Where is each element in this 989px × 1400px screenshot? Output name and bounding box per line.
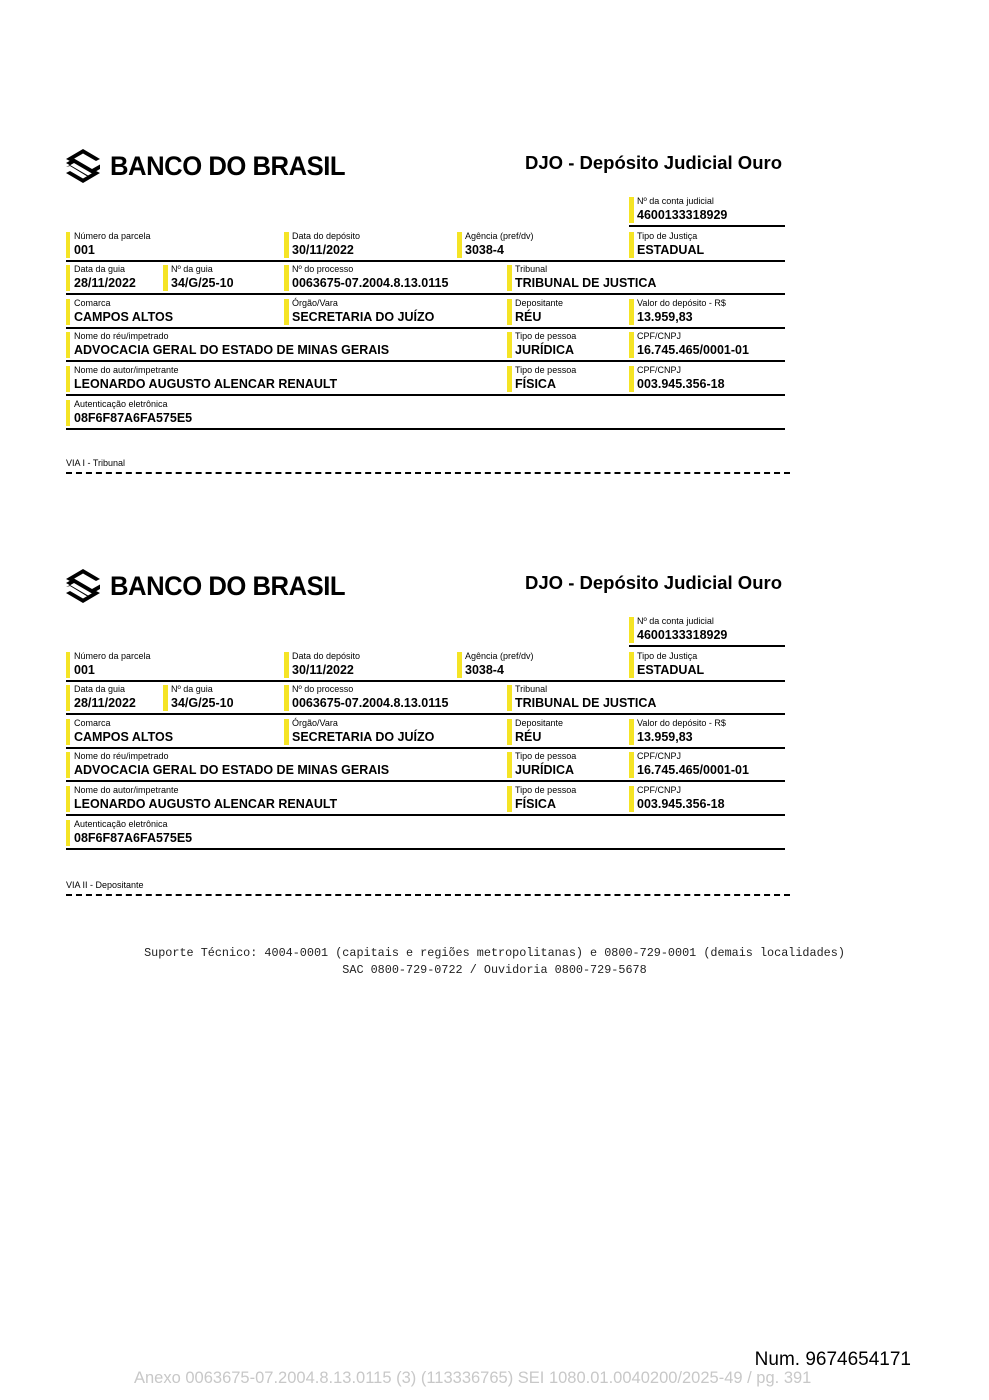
- field-data-guia: [66, 264, 163, 295]
- tribunal-value: TRIBUNAL DE JUSTICA: [515, 696, 657, 710]
- yellow-marker: [629, 197, 634, 223]
- numero-processo-value: 0063675-07.2004.8.13.0115: [292, 696, 449, 710]
- data-guia-label: Data da guia: [74, 684, 126, 694]
- cut-line: [66, 892, 790, 898]
- tipo-pessoa-autor-label: Tipo de pessoa: [515, 365, 577, 375]
- depositante-label: Depositante: [515, 718, 564, 728]
- yellow-marker: [66, 820, 70, 846]
- conta-judicial-label: Nº da conta judicial: [637, 196, 714, 206]
- field-depositante: [507, 718, 629, 749]
- tipo-pessoa-reu-label: Tipo de pessoa: [515, 331, 577, 341]
- tipo-justica-label: Tipo de Justiça: [637, 231, 698, 241]
- numero-parcela-value: 001: [74, 243, 95, 257]
- numero-guia-value: 34/G/25-10: [171, 276, 234, 290]
- nome-reu-value: ADVOCACIA GERAL DO ESTADO DE MINAS GERAIS: [74, 343, 390, 357]
- yellow-marker: [163, 685, 168, 711]
- yellow-marker: [507, 299, 512, 325]
- yellow-marker: [284, 232, 289, 258]
- autenticacao-label: Autenticação eletrônica: [74, 399, 168, 409]
- field-agencia: [457, 231, 629, 262]
- cpf-cnpj-reu-value: 16.745.465/0001-01: [637, 343, 749, 357]
- yellow-marker: [507, 719, 512, 745]
- yellow-marker: [629, 752, 634, 778]
- data-guia-value: 28/11/2022: [74, 276, 136, 290]
- yellow-marker: [507, 265, 512, 291]
- field-data-deposito: [284, 651, 457, 682]
- numero-processo-label: Nº do processo: [292, 264, 354, 274]
- field-orgao-vara: [284, 298, 507, 329]
- yellow-marker: [629, 366, 634, 392]
- nome-reu-value: ADVOCACIA GERAL DO ESTADO DE MINAS GERAIS: [74, 763, 390, 777]
- bank-logo: [66, 568, 358, 604]
- yellow-marker: [66, 685, 70, 711]
- autenticacao-value: 08F6F87A6FA575E5: [74, 831, 193, 845]
- document-title: DJO - Depósito Judicial Ouro: [525, 152, 782, 173]
- nome-autor-label: Nome do autor/impetrante: [74, 365, 179, 375]
- bank-name: BANCO DO BRASIL: [110, 571, 346, 601]
- field-comarca: [66, 298, 284, 329]
- field-tipo-pessoa-autor: [507, 365, 629, 396]
- yellow-marker: [457, 652, 462, 678]
- cpf-cnpj-autor-value: 003.945.356-18: [637, 377, 725, 391]
- numero-guia-value: 34/G/25-10: [171, 696, 234, 710]
- yellow-marker: [629, 232, 634, 258]
- field-tipo-justica: [629, 651, 785, 682]
- numero-parcela-value: 001: [74, 663, 95, 677]
- yellow-marker: [284, 685, 289, 711]
- yellow-marker: [284, 299, 289, 325]
- yellow-marker: [507, 752, 512, 778]
- nome-autor-label: Nome do autor/impetrante: [74, 785, 179, 795]
- field-nome-autor: [66, 785, 507, 816]
- via-label: VIA II - Depositante: [66, 880, 144, 890]
- support-line: Suporte Técnico: 4004-0001 (capitais e regiões metropolitanas) e 0800-729-0001 (demais localidades): [144, 946, 845, 960]
- conta-judicial-value: 4600133318929: [637, 628, 728, 642]
- depositante-label: Depositante: [515, 298, 564, 308]
- field-tipo-justica: [629, 231, 785, 262]
- field-tribunal: [507, 264, 785, 295]
- depositante-value: RÉU: [515, 310, 542, 324]
- tribunal-label: Tribunal: [515, 684, 548, 694]
- field-numero-parcela: [66, 651, 284, 682]
- nome-reu-label: Nome do réu/impetrado: [74, 331, 169, 341]
- data-guia-value: 28/11/2022: [74, 696, 136, 710]
- field-nome-reu: [66, 331, 507, 362]
- autenticacao-label: Autenticação eletrônica: [74, 819, 168, 829]
- yellow-marker: [66, 366, 70, 392]
- field-cpf-cnpj-autor: [629, 365, 785, 396]
- cpf-cnpj-reu-value: 16.745.465/0001-01: [637, 763, 749, 777]
- field-numero-guia: [163, 264, 284, 295]
- yellow-marker: [629, 652, 634, 678]
- numero-processo-label: Nº do processo: [292, 684, 354, 694]
- annex-stamp: Anexo 0063675-07.2004.8.13.0115 (3) (113336765) SEI 1080.01.0040200/2025-49 / pg. 391: [134, 1369, 812, 1387]
- data-deposito-label: Data do depósito: [292, 651, 361, 661]
- yellow-marker: [163, 265, 168, 291]
- nome-autor-value: LEONARDO AUGUSTO ALENCAR RENAULT: [74, 797, 338, 811]
- field-cpf-cnpj-reu: [629, 331, 785, 362]
- yellow-marker: [284, 265, 289, 291]
- yellow-marker: [66, 265, 70, 291]
- banco-do-brasil-logo-icon: [66, 149, 100, 183]
- field-nome-reu: [66, 751, 507, 782]
- document-title: DJO - Depósito Judicial Ouro: [525, 572, 782, 593]
- data-deposito-value: 30/11/2022: [292, 243, 354, 257]
- yellow-marker: [507, 786, 512, 812]
- field-data-deposito: [284, 231, 457, 262]
- cpf-cnpj-autor-label: CPF/CNPJ: [637, 365, 682, 375]
- agencia-label: Agência (pref/dv): [465, 231, 534, 241]
- tipo-pessoa-reu-value: JURÍDICA: [515, 343, 575, 357]
- field-tipo-pessoa-autor: [507, 785, 629, 816]
- field-tribunal: [507, 684, 785, 715]
- numero-processo-value: 0063675-07.2004.8.13.0115: [292, 276, 449, 290]
- yellow-marker: [66, 652, 70, 678]
- yellow-marker: [66, 752, 70, 778]
- bank-logo: [66, 148, 358, 184]
- comarca-label: Comarca: [74, 718, 111, 728]
- nome-reu-label: Nome do réu/impetrado: [74, 751, 169, 761]
- field-numero-guia: [163, 684, 284, 715]
- yellow-marker: [284, 652, 289, 678]
- field-numero-processo: [284, 264, 507, 295]
- bank-name: BANCO DO BRASIL: [110, 151, 346, 181]
- yellow-marker: [66, 232, 70, 258]
- tipo-justica-label: Tipo de Justiça: [637, 651, 698, 661]
- deposit-receipt-2: [0, 568, 989, 908]
- yellow-marker: [507, 685, 512, 711]
- banco-do-brasil-logo-icon: [66, 569, 100, 603]
- numero-parcela-label: Número da parcela: [74, 651, 151, 661]
- field-conta-judicial: [629, 616, 785, 647]
- yellow-marker: [629, 332, 634, 358]
- valor-deposito-label: Valor do depósito - R$: [637, 718, 726, 728]
- yellow-marker: [457, 232, 462, 258]
- via-label: VIA I - Tribunal: [66, 458, 126, 468]
- field-valor-deposito: [629, 298, 785, 329]
- field-autenticacao: [66, 399, 785, 430]
- tipo-justica-value: ESTADUAL: [637, 243, 705, 257]
- field-tipo-pessoa-reu: [507, 751, 629, 782]
- autenticacao-value: 08F6F87A6FA575E5: [74, 411, 193, 425]
- yellow-marker: [66, 786, 70, 812]
- orgao-vara-value: SECRETARIA DO JUÍZO: [292, 730, 435, 744]
- numero-guia-label: Nº da guia: [171, 684, 213, 694]
- field-orgao-vara: [284, 718, 507, 749]
- field-conta-judicial: [629, 196, 785, 227]
- nome-autor-value: LEONARDO AUGUSTO ALENCAR RENAULT: [74, 377, 338, 391]
- tribunal-value: TRIBUNAL DE JUSTICA: [515, 276, 657, 290]
- field-numero-parcela: [66, 231, 284, 262]
- conta-judicial-label: Nº da conta judicial: [637, 616, 714, 626]
- depositante-value: RÉU: [515, 730, 542, 744]
- cut-line: [66, 470, 790, 476]
- document-number: Num. 9674654171: [754, 1349, 911, 1370]
- tipo-pessoa-reu-value: JURÍDICA: [515, 763, 575, 777]
- sac-line: SAC 0800-729-0722 / Ouvidoria 0800-729-5678: [342, 963, 647, 977]
- yellow-marker: [66, 400, 70, 426]
- tipo-pessoa-reu-label: Tipo de pessoa: [515, 751, 577, 761]
- yellow-marker: [66, 299, 70, 325]
- field-data-guia: [66, 684, 163, 715]
- yellow-marker: [629, 719, 634, 745]
- field-tipo-pessoa-reu: [507, 331, 629, 362]
- yellow-marker: [507, 332, 512, 358]
- yellow-marker: [66, 719, 70, 745]
- yellow-marker: [629, 299, 634, 325]
- field-comarca: [66, 718, 284, 749]
- cpf-cnpj-reu-label: CPF/CNPJ: [637, 751, 682, 761]
- numero-guia-label: Nº da guia: [171, 264, 213, 274]
- yellow-marker: [284, 719, 289, 745]
- tipo-pessoa-autor-value: FÍSICA: [515, 797, 556, 811]
- data-deposito-value: 30/11/2022: [292, 663, 354, 677]
- tipo-pessoa-autor-label: Tipo de pessoa: [515, 785, 577, 795]
- comarca-value: CAMPOS ALTOS: [74, 310, 174, 324]
- valor-deposito-value: 13.959,83: [637, 730, 693, 744]
- orgao-vara-value: SECRETARIA DO JUÍZO: [292, 310, 435, 324]
- field-nome-autor: [66, 365, 507, 396]
- valor-deposito-label: Valor do depósito - R$: [637, 298, 726, 308]
- cpf-cnpj-autor-label: CPF/CNPJ: [637, 785, 682, 795]
- tipo-pessoa-autor-value: FÍSICA: [515, 377, 556, 391]
- cpf-cnpj-autor-value: 003.945.356-18: [637, 797, 725, 811]
- orgao-vara-label: Órgão/Vara: [292, 718, 338, 728]
- field-depositante: [507, 298, 629, 329]
- conta-judicial-value: 4600133318929: [637, 208, 728, 222]
- yellow-marker: [507, 366, 512, 392]
- orgao-vara-label: Órgão/Vara: [292, 298, 338, 308]
- yellow-marker: [629, 617, 634, 643]
- yellow-marker: [629, 786, 634, 812]
- agencia-value: 3038-4: [465, 663, 504, 677]
- valor-deposito-value: 13.959,83: [637, 310, 693, 324]
- field-valor-deposito: [629, 718, 785, 749]
- field-cpf-cnpj-autor: [629, 785, 785, 816]
- comarca-value: CAMPOS ALTOS: [74, 730, 174, 744]
- field-numero-processo: [284, 684, 507, 715]
- deposit-receipt-1: [0, 148, 989, 488]
- agencia-label: Agência (pref/dv): [465, 651, 534, 661]
- tribunal-label: Tribunal: [515, 264, 548, 274]
- data-deposito-label: Data do depósito: [292, 231, 361, 241]
- numero-parcela-label: Número da parcela: [74, 231, 151, 241]
- data-guia-label: Data da guia: [74, 264, 126, 274]
- yellow-marker: [66, 332, 70, 358]
- field-cpf-cnpj-reu: [629, 751, 785, 782]
- cpf-cnpj-reu-label: CPF/CNPJ: [637, 331, 682, 341]
- field-agencia: [457, 651, 629, 682]
- field-autenticacao: [66, 819, 785, 850]
- comarca-label: Comarca: [74, 298, 111, 308]
- agencia-value: 3038-4: [465, 243, 504, 257]
- tipo-justica-value: ESTADUAL: [637, 663, 705, 677]
